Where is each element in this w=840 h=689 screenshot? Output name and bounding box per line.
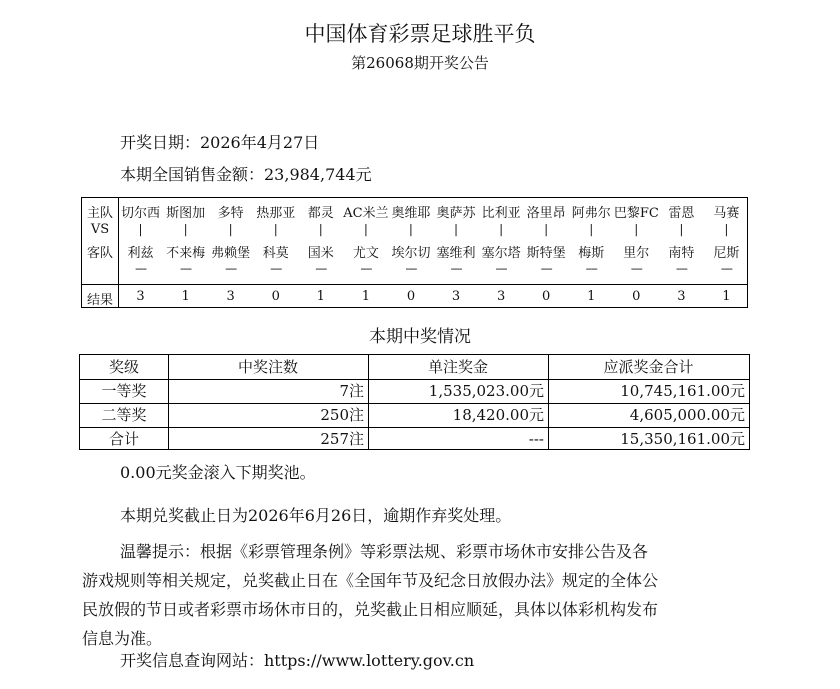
match-result: 0 [406,289,416,304]
home-team: 洛里昂 [526,206,566,221]
vs-separator: | [138,222,143,236]
notice-line: 民放假的节日或者彩票市场休市日的，兑奖截止日相应顺延，具体以体彩机构发布 [82,600,659,619]
dash-line: ---- [270,262,282,275]
match-result: 3 [496,289,506,304]
away-team: 南特 [668,246,695,261]
match-result: 0 [542,289,551,304]
home-team: 奥维耶 [391,206,431,221]
row-divider [82,284,747,285]
match-result: 3 [677,289,686,304]
away-team: 埃尔切 [391,246,431,261]
away-team: 利兹 [127,246,154,261]
away-team: 梅斯 [578,246,605,261]
away-team: 塞尔塔 [481,246,521,261]
total-prize: 15,350,161.00元 [620,430,745,448]
match-result: 0 [271,289,280,304]
vs-separator: | [363,222,368,236]
prize-level: 一等奖 [101,382,147,400]
dash-line: ---- [630,262,642,275]
dash-line: ---- [540,262,552,275]
home-team: AC米兰 [343,206,389,221]
match-result: 1 [181,289,190,304]
vs-separator: | [453,222,459,236]
away-team: 里尔 [623,246,650,261]
match-table [81,197,748,308]
dash-line: ---- [495,262,507,275]
home-team: 斯图加 [166,206,206,221]
prize-section-title: 本期中奖情况 [369,327,471,347]
vs-separator: | [679,222,684,236]
home-team: 马赛 [713,206,740,221]
home-team: 多特 [217,206,244,221]
home-team: 巴黎FC [613,206,659,221]
vs-separator: | [589,222,594,236]
header-unit-prize: 单注奖金 [427,358,488,376]
vs-separator: | [228,222,233,236]
rollover-note: 0.00元奖金滚入下期奖池。 [120,463,316,482]
dash-line: ---- [360,262,372,275]
unit-prize: 18,420.00元 [452,406,544,424]
dash-line: ---- [585,262,597,275]
header-winners: 中奖注数 [237,358,298,376]
vs-separator: | [183,222,188,236]
match-result: 0 [632,289,641,304]
home-team: 都灵 [307,206,334,221]
match-result: 1 [361,289,371,304]
vs-separator: | [408,222,413,236]
winner-count: 257注 [320,430,364,448]
unit-prize: --- [528,430,544,448]
prize-level: 合计 [108,430,139,448]
vs-separator: | [634,222,639,236]
home-team: 阿弗尔 [571,206,611,221]
match-result: 1 [722,289,731,304]
deadline-note: 本期兑奖截止日为2026年6月26日，逾期作弃奖处理。 [120,506,512,525]
vs-separator: | [273,222,278,236]
row-label-home: 主队 [86,206,113,221]
away-team: 科莫 [262,246,289,261]
away-team: 斯特堡 [526,246,566,261]
match-result: 3 [451,289,461,304]
sales-amount: 本期全国销售金额：23,984,744元 [120,165,372,184]
total-prize: 10,745,161.00元 [620,382,745,400]
dash-line: ---- [675,262,687,275]
vs-separator: | [544,222,549,236]
header-total-prize: 应派奖金合计 [603,358,694,376]
vs-separator: | [318,222,323,236]
notice-line: 信息为准。 [82,629,163,648]
dash-line: ---- [405,262,417,275]
home-team: 热那亚 [256,206,296,221]
match-result: 3 [136,289,145,304]
away-team: 尼斯 [713,246,740,261]
prize-table [79,354,750,450]
winner-count: 7注 [339,382,364,400]
dash-line: ---- [315,262,327,275]
dash-line: ---- [180,262,192,275]
row-label-result: 结果 [86,293,113,308]
home-team: 比利亚 [481,206,521,221]
dash-line: ---- [225,262,237,275]
away-team: 尤文 [352,246,379,261]
away-team: 塞维利 [436,246,476,261]
notice-line: 游戏规则等相关规定，兑奖截止日在《全国年节及纪念日放假办法》规定的全体公 [82,571,659,590]
match-result: 1 [587,289,596,304]
vs-separator: | [724,222,729,236]
total-prize: 4,605,000.00元 [629,406,745,424]
home-team: 切尔西 [121,206,161,221]
away-team: 不来梅 [166,246,206,261]
draw-number: 第26068期开奖公告 [351,54,489,72]
dash-line: ---- [450,262,462,275]
vs-separator: | [499,222,504,236]
match-result: 1 [316,289,325,304]
home-team: 雷恩 [668,206,695,221]
notice-line: 温馨提示：根据《彩票管理条例》等彩票法规、彩票市场休市安排公告及各 [120,542,649,561]
row-label-vs: VS [90,222,110,237]
website-link[interactable]: 开奖信息查询网站：https://www.lottery.gov.cn [120,651,475,670]
header-prize-level: 奖级 [108,358,139,376]
match-result: 3 [226,289,235,304]
draw-date: 开奖日期：2026年4月27日 [120,133,320,152]
page-title: 中国体育彩票足球胜平负 [304,22,536,46]
away-team: 弗赖堡 [211,246,251,261]
row-label-away: 客队 [86,246,113,261]
reminder-notice [82,537,752,653]
dash-line: ---- [135,262,146,275]
unit-prize: 1,535,023.00元 [428,382,544,400]
prize-level: 二等奖 [101,406,147,424]
away-team: 国米 [307,246,334,261]
dash-line: ---- [721,262,732,275]
winner-count: 250注 [320,406,364,424]
home-team: 奥萨苏 [436,206,476,221]
